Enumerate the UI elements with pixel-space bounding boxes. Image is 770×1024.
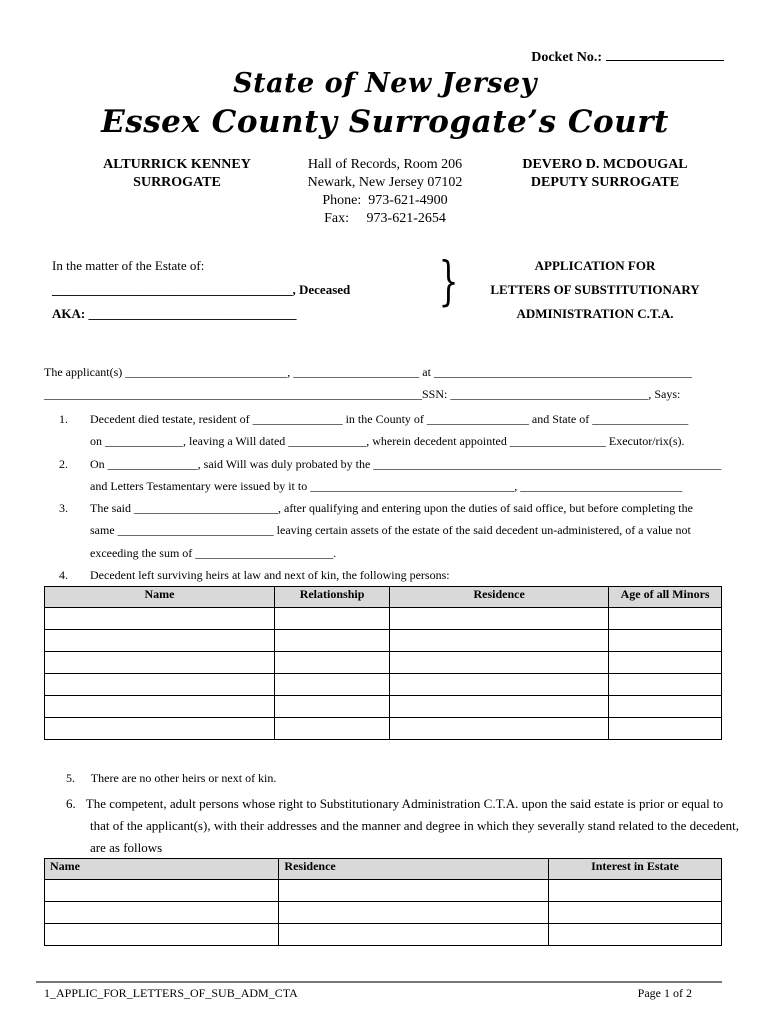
deputy-title: DEPUTY SURROGATE bbox=[530, 175, 680, 190]
item-2-number: 2. bbox=[59, 456, 68, 471]
heirs-header-residence: Residence bbox=[390, 587, 609, 608]
item-3-number: 3. bbox=[59, 501, 68, 516]
heirs-header-relationship: Relationship bbox=[274, 587, 389, 608]
table-cell[interactable] bbox=[279, 924, 549, 946]
item-3-text[interactable]: exceeding the sum of _______________________. bbox=[90, 545, 337, 560]
table-cell[interactable] bbox=[45, 718, 275, 740]
table-cell[interactable] bbox=[390, 630, 609, 652]
item-2-text[interactable]: On _______________, said Will was duly probated by the __________________________________________________________ bbox=[90, 456, 722, 471]
caption-brace: } bbox=[438, 252, 459, 312]
table-cell[interactable] bbox=[548, 924, 721, 946]
persons-header-residence: Residence bbox=[279, 859, 549, 880]
table-cell[interactable] bbox=[390, 652, 609, 674]
aka-field[interactable]: AKA: ________________________________ bbox=[52, 306, 297, 321]
table-cell[interactable] bbox=[609, 696, 722, 718]
table-cell[interactable] bbox=[274, 718, 389, 740]
table-cell[interactable] bbox=[274, 696, 389, 718]
deputy-block bbox=[490, 156, 720, 192]
table-cell[interactable] bbox=[609, 718, 722, 740]
item-5-text: There are no other heirs or next of kin. bbox=[90, 771, 277, 785]
table-row bbox=[45, 608, 722, 630]
heirs-header-age-of-all-minors: Age of all Minors bbox=[609, 587, 722, 608]
surrogate-name: ALTURRICK KENNEY bbox=[103, 157, 251, 172]
application-title-1: APPLICATION FOR bbox=[534, 258, 656, 273]
table-cell[interactable] bbox=[274, 652, 389, 674]
table-cell[interactable] bbox=[274, 608, 389, 630]
heirs-header-name: Name bbox=[45, 587, 275, 608]
item-6-line-1: The competent, adult persons whose right to Substitutionary Administration C.T.A. upon the said estate is prior or equal to bbox=[85, 796, 724, 811]
table-cell[interactable] bbox=[45, 902, 279, 924]
form-id: 1_APPLIC_FOR_LETTERS_OF_SUB_ADM_CTA bbox=[44, 986, 298, 1000]
table-cell[interactable] bbox=[390, 696, 609, 718]
table-cell[interactable] bbox=[548, 880, 721, 902]
item-2-line-1 bbox=[44, 453, 721, 475]
item-4-line-1 bbox=[44, 564, 721, 586]
item-1-line-1 bbox=[44, 408, 721, 430]
item-3-text[interactable]: The said ________________________, after qualifying and entering upon the duties of said office, but before completing the bbox=[90, 501, 693, 516]
numbered-items bbox=[44, 408, 721, 586]
address-line-1: Hall of Records, Room 206 bbox=[307, 157, 463, 172]
item-6-line-3: are as follows bbox=[90, 840, 163, 855]
item-6-line-2: that of the applicant(s), with their addresses and the manner and degree in which they severally stand related to the decedent, bbox=[90, 818, 740, 833]
item-5 bbox=[66, 770, 276, 786]
table-row bbox=[45, 880, 722, 902]
table-cell[interactable] bbox=[609, 608, 722, 630]
court-address bbox=[270, 156, 500, 228]
footer-divider bbox=[36, 981, 722, 983]
persons-table bbox=[44, 858, 722, 946]
item-3-line-3 bbox=[44, 542, 721, 564]
fax-number: Fax: 973-621-2654 bbox=[324, 211, 446, 226]
table-cell[interactable] bbox=[45, 608, 275, 630]
state-title: State of New Jersey bbox=[233, 68, 537, 99]
table-cell[interactable] bbox=[609, 652, 722, 674]
ssn-line[interactable]: _______________________________________________________________SSN: _________________________________, Says: bbox=[44, 387, 681, 401]
applicant-line[interactable]: The applicant(s) ___________________________, _____________________ at ___________________________________________ bbox=[44, 365, 692, 379]
deputy-name: DEVERO D. MCDOUGAL bbox=[522, 157, 688, 172]
table-row bbox=[45, 718, 722, 740]
table-cell[interactable] bbox=[390, 718, 609, 740]
docket-label: Docket No.: bbox=[531, 50, 602, 65]
application-title-2: LETTERS OF SUBSTITUTIONARY bbox=[490, 282, 700, 297]
item-5-number: 5. bbox=[66, 771, 75, 785]
estate-matter-label: In the matter of the Estate of: bbox=[52, 258, 205, 273]
persons-header-name: Name bbox=[45, 859, 279, 880]
table-cell[interactable] bbox=[279, 880, 549, 902]
court-title: Essex County Surrogate’s Court bbox=[101, 104, 669, 140]
table-cell[interactable] bbox=[279, 902, 549, 924]
table-cell[interactable] bbox=[274, 630, 389, 652]
item-6 bbox=[66, 793, 739, 859]
persons-header-interest-in-estate: Interest in Estate bbox=[548, 859, 721, 880]
table-row bbox=[45, 630, 722, 652]
table-cell[interactable] bbox=[609, 630, 722, 652]
table-cell[interactable] bbox=[45, 696, 275, 718]
address-line-2: Newark, New Jersey 07102 bbox=[307, 175, 463, 190]
table-cell[interactable] bbox=[609, 674, 722, 696]
deceased-name-field[interactable]: _____________________________________, Deceased bbox=[52, 282, 351, 297]
item-3-text[interactable]: same __________________________ leaving certain assets of the estate of the said decedent un-administered, of a value not bbox=[90, 523, 691, 538]
table-row bbox=[45, 696, 722, 718]
surrogate-title: SURROGATE bbox=[133, 175, 221, 190]
heirs-table bbox=[44, 586, 722, 740]
table-cell[interactable] bbox=[45, 674, 275, 696]
item-2-line-2 bbox=[44, 475, 721, 497]
surrogate-block bbox=[62, 156, 292, 192]
table-cell[interactable] bbox=[548, 902, 721, 924]
table-cell[interactable] bbox=[45, 630, 275, 652]
page-number: Page 1 of 2 bbox=[637, 986, 692, 1000]
item-6-number: 6. bbox=[66, 796, 76, 811]
table-cell[interactable] bbox=[274, 674, 389, 696]
item-3-line-1 bbox=[44, 497, 721, 519]
docket-number bbox=[531, 48, 724, 66]
table-cell[interactable] bbox=[45, 652, 275, 674]
item-1-text[interactable]: on _____________, leaving a Will dated _____________, wherein decedent appointed ________________ Executor/rix(s). bbox=[90, 434, 685, 449]
table-row bbox=[45, 902, 722, 924]
table-cell[interactable] bbox=[390, 674, 609, 696]
item-4-number: 4. bbox=[59, 568, 68, 583]
table-row bbox=[45, 674, 722, 696]
item-3-line-2 bbox=[44, 519, 721, 541]
item-1-text[interactable]: Decedent died testate, resident of _______________ in the County of _________________ and State of ________________ bbox=[90, 412, 689, 426]
table-cell[interactable] bbox=[45, 924, 279, 946]
item-1-line-2 bbox=[44, 430, 721, 452]
table-cell[interactable] bbox=[390, 608, 609, 630]
item-4-text[interactable]: Decedent left surviving heirs at law and next of kin, the following persons: bbox=[90, 568, 450, 583]
item-1-number: 1. bbox=[59, 412, 68, 426]
table-row bbox=[45, 652, 722, 674]
item-2-text[interactable]: and Letters Testamentary were issued by it to __________________________________, ___________________________ bbox=[90, 478, 683, 493]
table-row bbox=[45, 924, 722, 946]
phone-number: Phone: 973-621-4900 bbox=[322, 193, 448, 208]
application-title-3: ADMINISTRATION C.T.A. bbox=[516, 306, 674, 321]
docket-number-field[interactable] bbox=[606, 48, 724, 61]
table-cell[interactable] bbox=[45, 880, 279, 902]
